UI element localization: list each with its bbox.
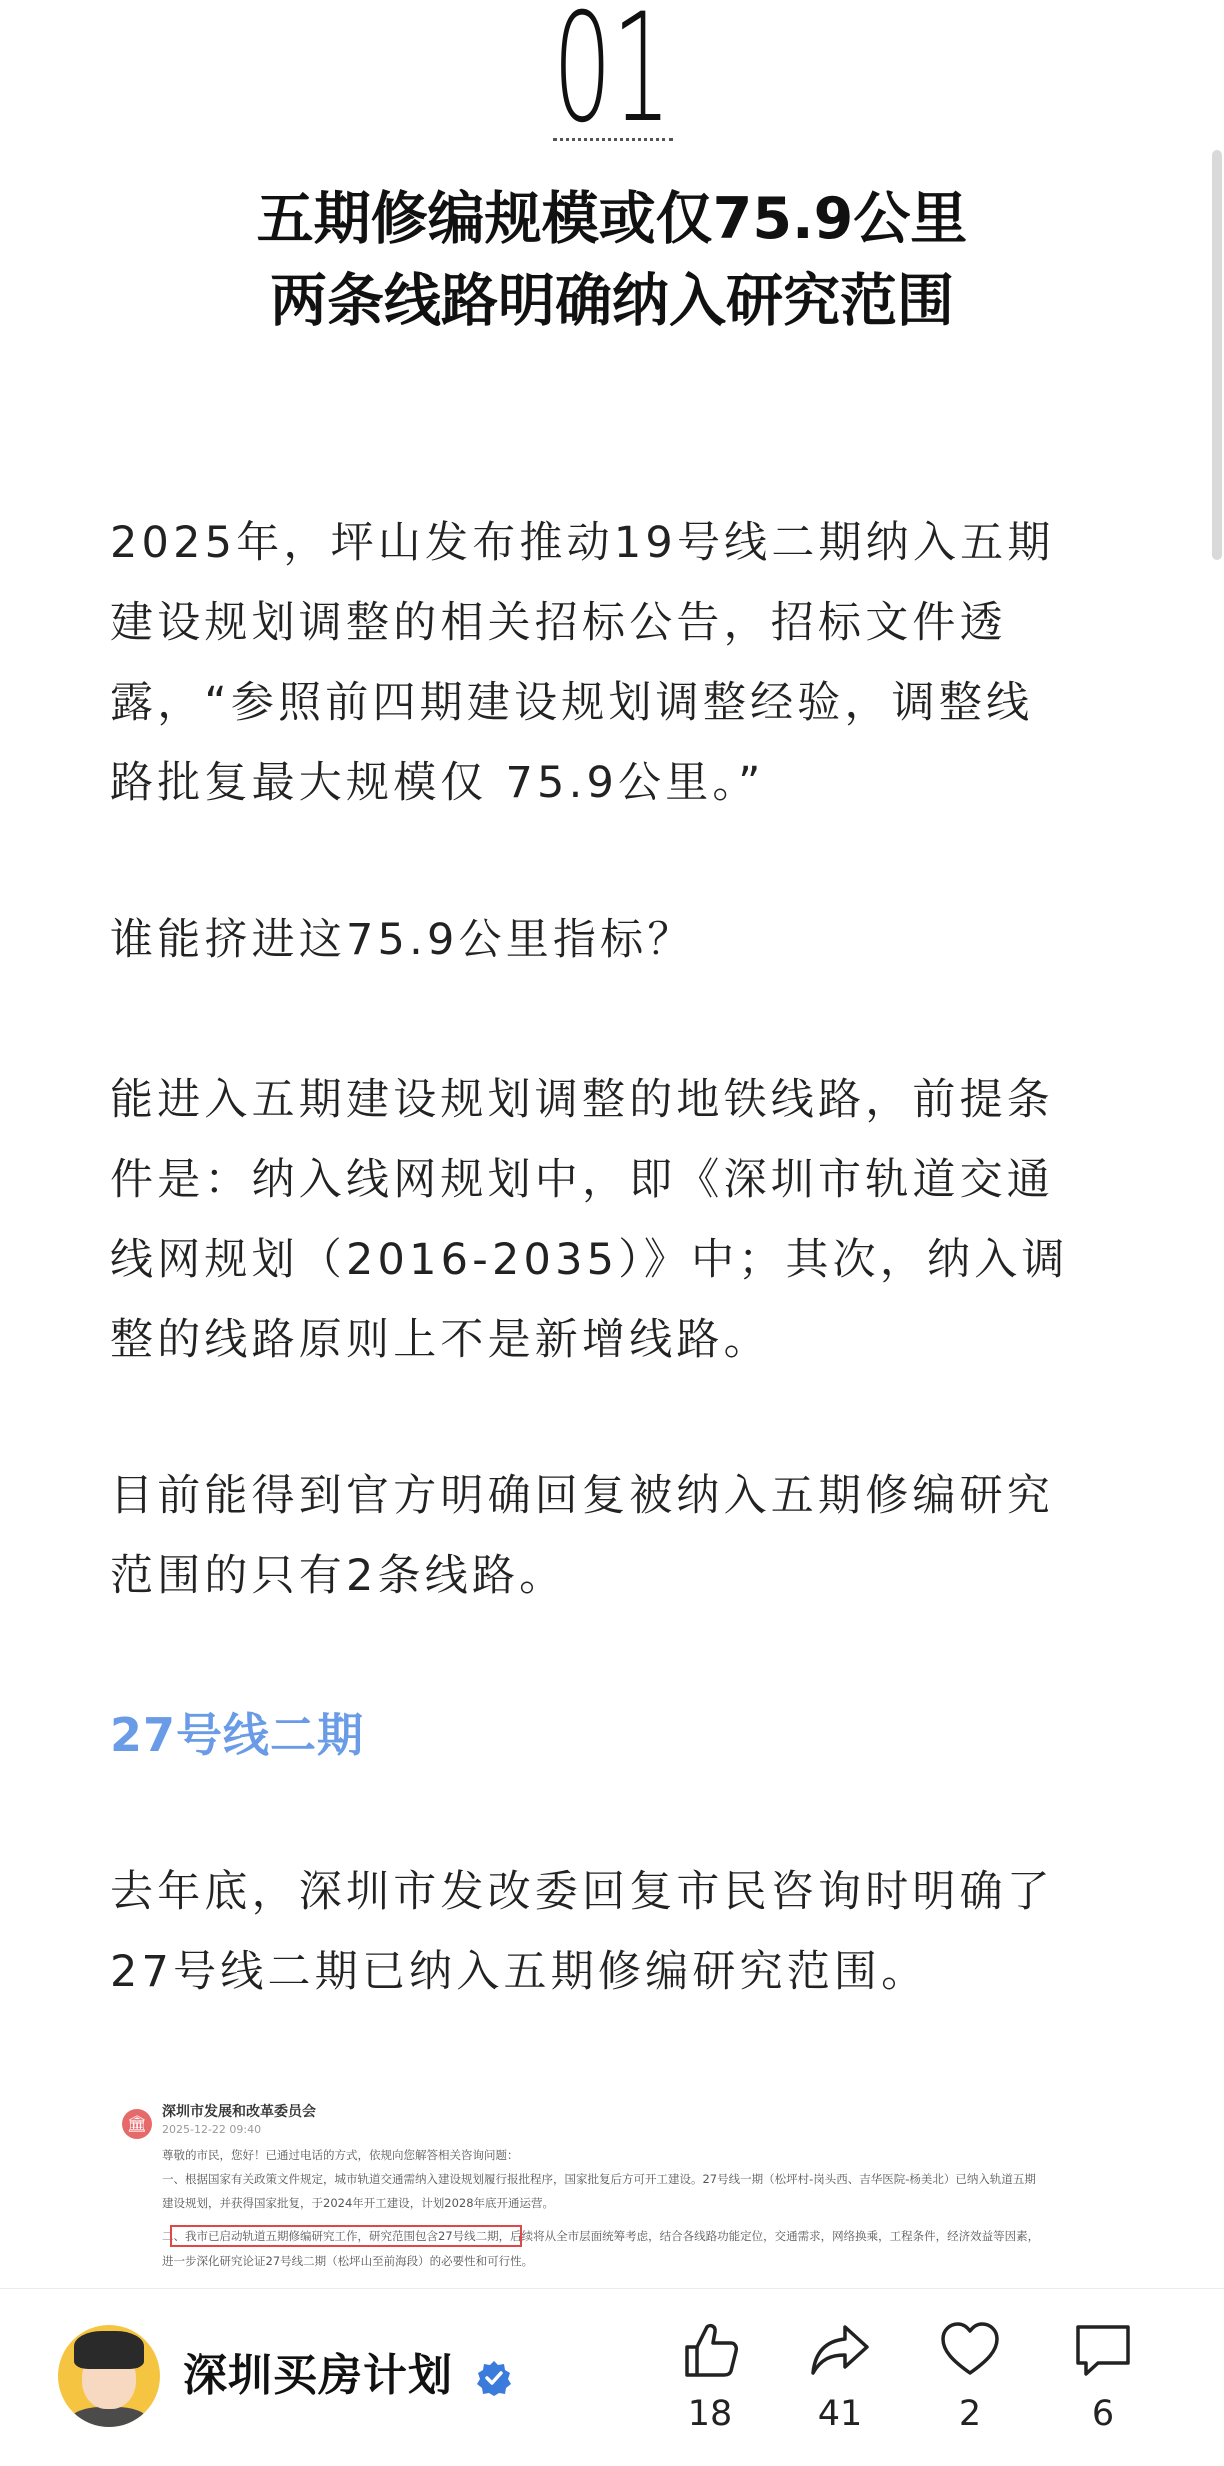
comment-bubble-icon [1072, 2319, 1134, 2381]
thumbs-up-icon [679, 2319, 741, 2381]
favorite-button[interactable] [925, 2319, 1015, 2439]
paragraph-line: 目前能得到官方明确回复被纳入五期修编研究 [110, 1471, 1054, 1521]
doc-line: 尊敬的市民，您好！已通过电话的方式，依规向您解答相关咨询问题： [162, 2148, 519, 2162]
paragraph-5 [110, 1852, 1114, 2012]
paragraph-line: 27号线二期已纳入五期修编研究范围。 [110, 1947, 929, 1997]
doc-organization: 深圳市发展和改革委员会 [162, 2104, 316, 2120]
article-title-line-2: 两条线路明确纳入研究范围 [270, 268, 954, 334]
paragraph-3 [110, 1060, 1114, 1380]
paragraph-2 [110, 900, 1114, 980]
doc-line: 进一步深化研究论证27号线二期（松坪山至前海段）的必要性和可行性。 [162, 2254, 534, 2268]
favorite-count: 2 [958, 2394, 982, 2434]
article-title [0, 178, 1224, 342]
share-count: 41 [817, 2394, 863, 2434]
avatar-hair [74, 2331, 144, 2369]
paragraph-line: 建设规划调整的相关招标公告，招标文件透 [110, 598, 1007, 648]
doc-line: 建设规划，并获得国家批复，于2024年开工建设，计划2028年底开通运营。 [162, 2196, 555, 2210]
like-button[interactable] [665, 2319, 755, 2439]
heart-icon [939, 2319, 1001, 2381]
government-emblem-icon: 🏛 [122, 2109, 152, 2139]
author-avatar[interactable] [58, 2325, 160, 2427]
verified-badge-icon [476, 2360, 512, 2396]
paragraph-line: 去年底，深圳市发改委回复市民咨询时明确了 [110, 1867, 1054, 1917]
paragraph-line: 范围的只有2条线路。 [110, 1551, 567, 1601]
author-name[interactable]: 深圳买房计划 [183, 2350, 453, 2401]
paragraph-line: 谁能挤进这75.9公里指标？ [110, 915, 695, 965]
section-number-underline [553, 138, 673, 141]
embedded-reply-screenshot[interactable] [112, 2095, 1112, 2295]
comment-count: 6 [1091, 2394, 1115, 2434]
doc-highlight-box [170, 2225, 522, 2247]
paragraph-1 [110, 503, 1114, 823]
paragraph-line: 整的线路原则上不是新增线路。 [110, 1315, 771, 1365]
bottom-action-bar [0, 2288, 1224, 2466]
paragraph-line: 件是：纳入线网规划中，即《深圳市轨道交通 [110, 1155, 1054, 1205]
section-number: 01 [552, 0, 672, 156]
subheading-line-27: 27号线二期 [110, 1708, 365, 1762]
comment-button[interactable] [1058, 2319, 1148, 2439]
avatar-shirt [68, 2407, 150, 2427]
doc-line: 一、根据国家有关政策文件规定，城市轨道交通需纳入建设规划履行报批程序，国家批复后方可开工建设。27号线一期（松坪村-岗头西、吉华医院-杨美北）已纳入轨道五期 [162, 2172, 1036, 2186]
article-title-line-1: 五期修编规模或仅75.9公里 [256, 186, 968, 252]
paragraph-4 [110, 1456, 1114, 1616]
paragraph-line: 路批复最大规模仅 75.9公里。” [110, 758, 765, 808]
doc-line: 二、我市已启动轨道五期修编研究工作，研究范围包含27号线二期，后续将从全市层面统筹考虑，结合各线路功能定位，交通需求，网络换乘，工程条件，经济效益等因素， [162, 2229, 1040, 2243]
paragraph-line: 能进入五期建设规划调整的地铁线路，前提条 [110, 1075, 1054, 1125]
doc-date: 2025-12-22 09:40 [162, 2123, 262, 2136]
share-arrow-icon [809, 2319, 871, 2381]
share-button[interactable] [795, 2319, 885, 2439]
paragraph-line: 露，“参照前四期建设规划调整经验，调整线 [110, 678, 1034, 728]
paragraph-line: 2025年，坪山发布推动19号线二期纳入五期 [110, 518, 1055, 568]
like-count: 18 [687, 2394, 733, 2434]
paragraph-line: 线网规划（2016-2035）》中；其次，纳入调 [110, 1235, 1069, 1285]
